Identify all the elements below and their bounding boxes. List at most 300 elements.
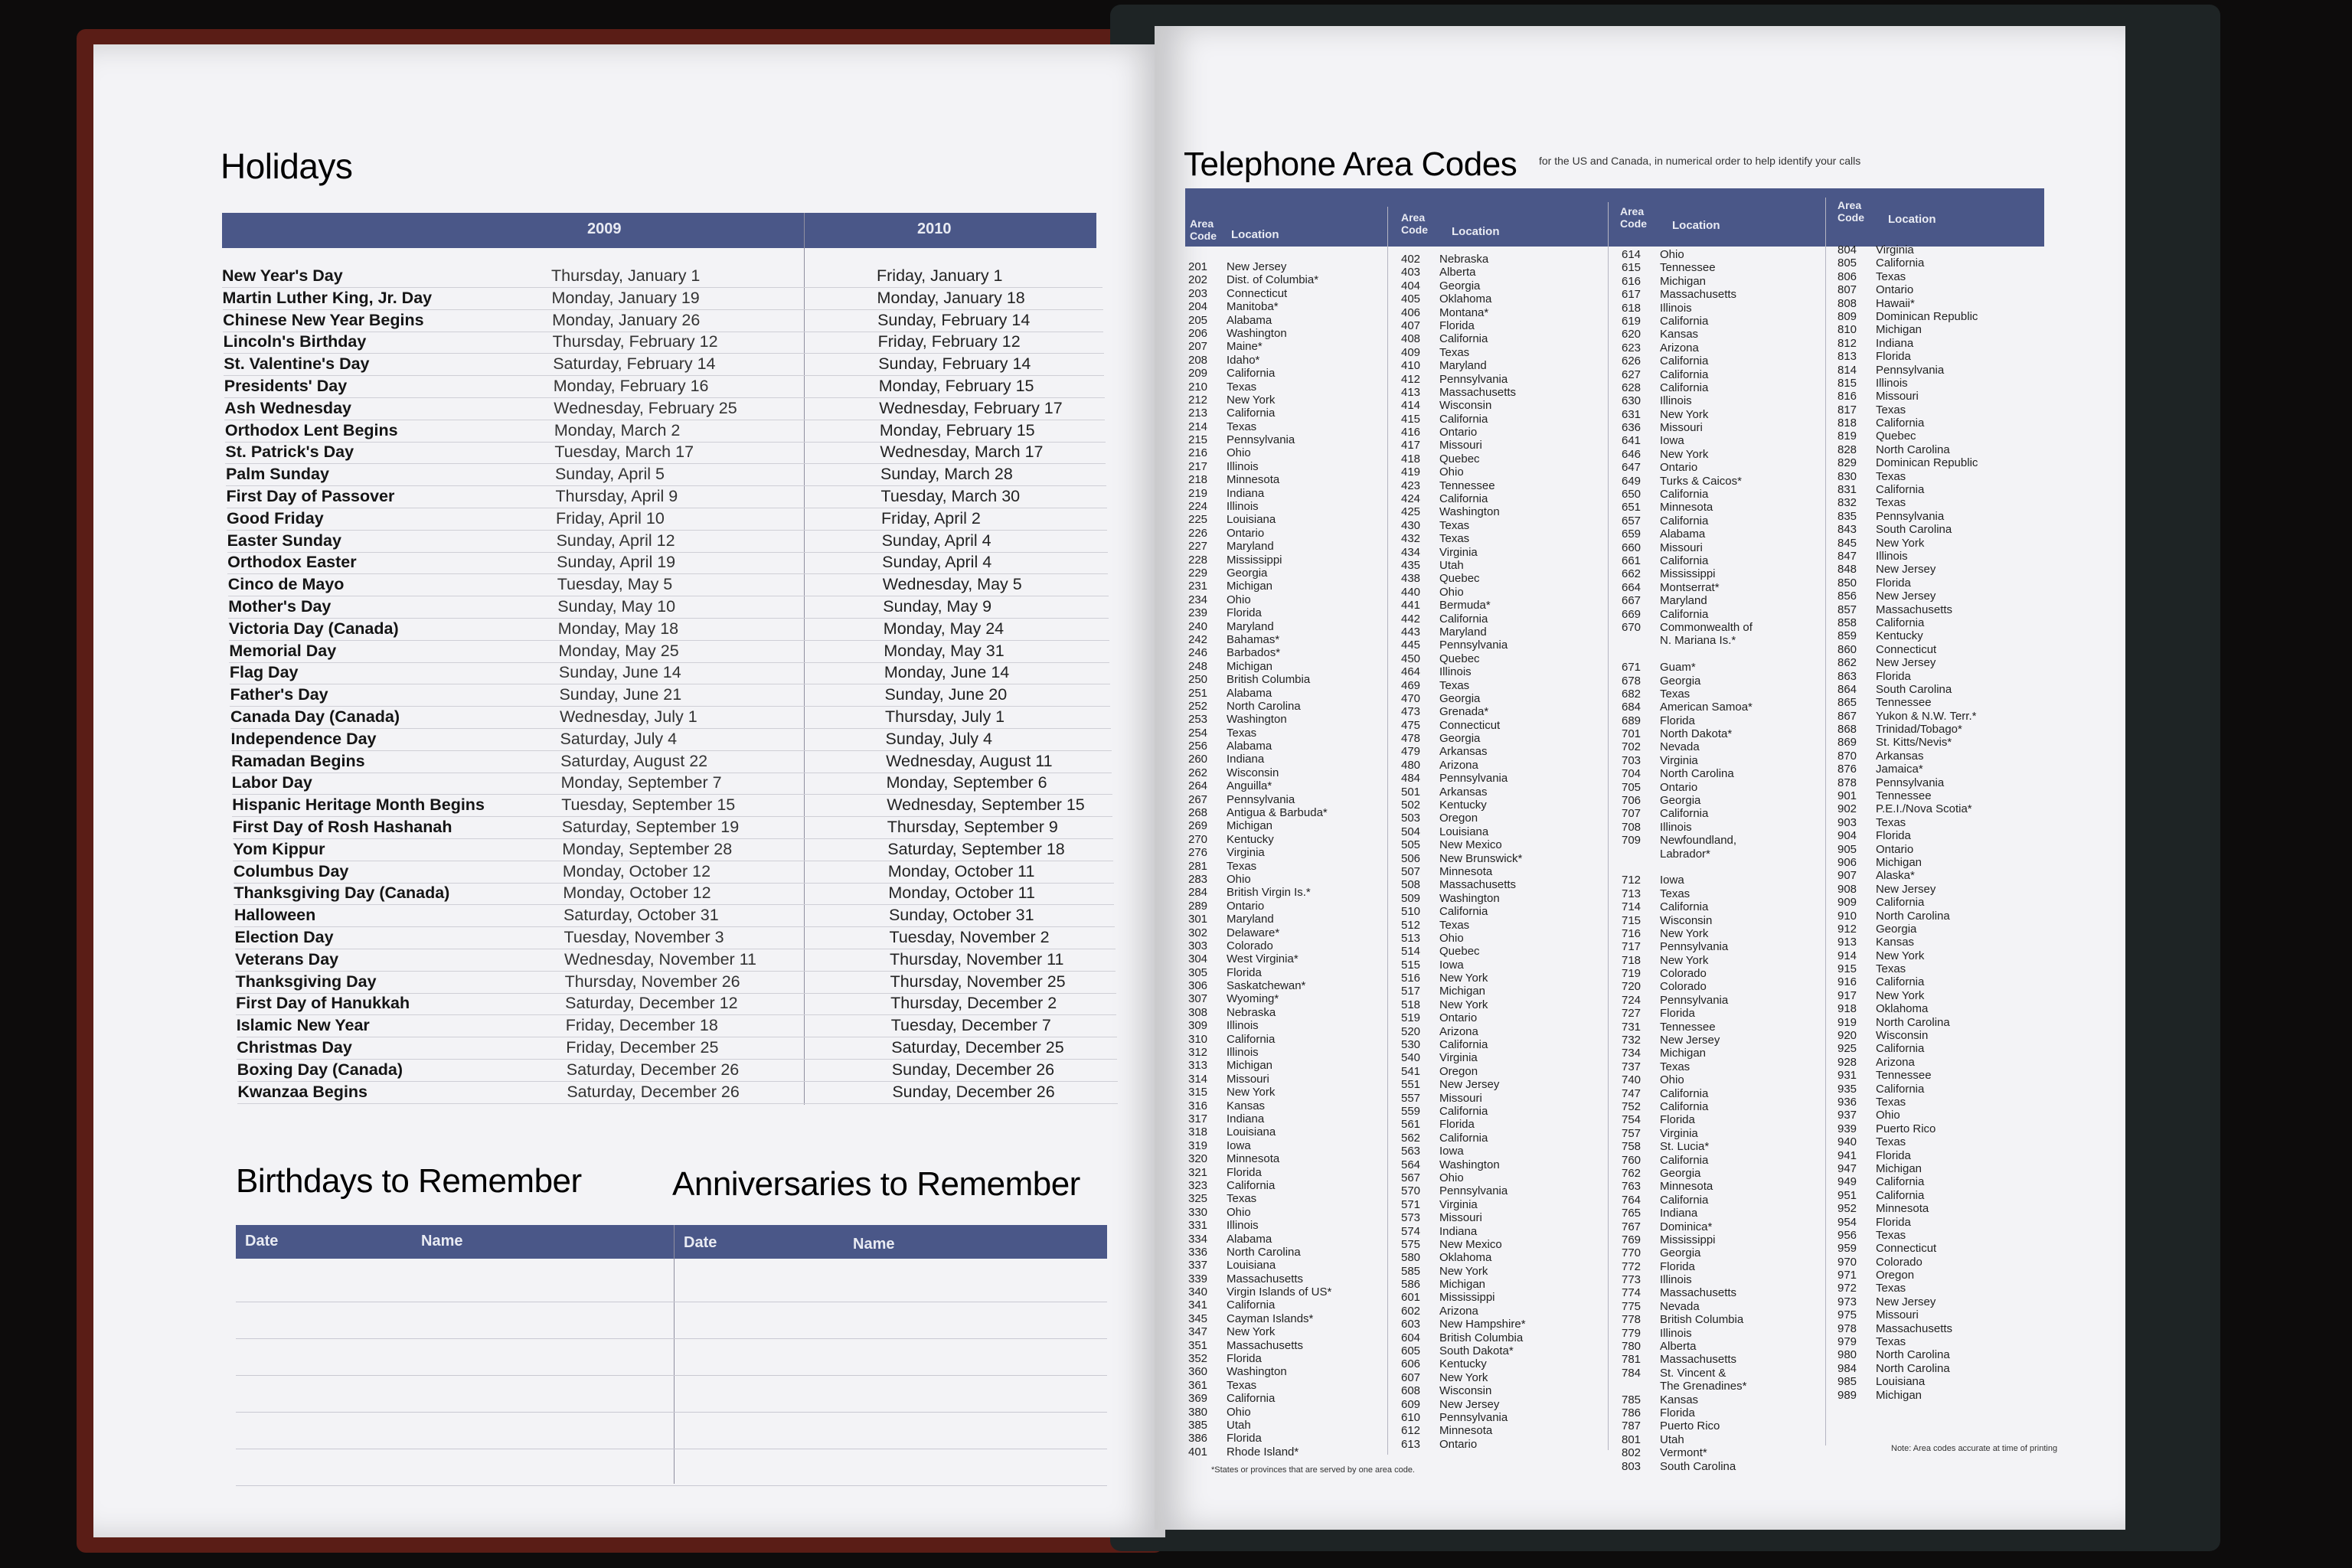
area-code-location: California [1227, 1032, 1276, 1046]
area-code-location: Virginia [1439, 1197, 1478, 1211]
area-code: 773 [1622, 1273, 1642, 1287]
area-code-row [1622, 714, 1753, 727]
area-code: 602 [1401, 1304, 1421, 1318]
area-code-row [1188, 806, 1331, 819]
area-code-location: California [1227, 1178, 1276, 1192]
area-code-location: Pennsylvania [1439, 639, 1508, 652]
area-code: 202 [1188, 273, 1208, 287]
area-code: 650 [1622, 488, 1642, 501]
area-code-location: California [1227, 1298, 1276, 1312]
area-code: 307 [1188, 992, 1208, 1006]
area-code-location: Pennsylvania [1876, 776, 1945, 789]
area-code: 747 [1622, 1086, 1642, 1100]
area-code-row [1188, 793, 1331, 806]
area-code: 413 [1401, 385, 1421, 399]
area-code-row [1401, 692, 1526, 705]
col2-code-header: Area Code [1401, 211, 1428, 236]
area-code-row [1622, 1273, 1753, 1286]
area-code: 403 [1401, 266, 1421, 279]
area-code: 985 [1838, 1375, 1857, 1389]
area-code-row [1188, 407, 1331, 420]
area-code: 979 [1838, 1335, 1857, 1349]
area-code-location: Maryland [1660, 594, 1707, 608]
area-code-row [1188, 1073, 1331, 1086]
area-code-row [1838, 736, 1978, 749]
area-code-row [1188, 1246, 1331, 1259]
area-code-location: Delaware* [1227, 926, 1280, 939]
area-code-location: Colorado [1876, 1255, 1922, 1269]
area-code: 475 [1401, 718, 1421, 732]
area-code-row [1401, 878, 1526, 891]
area-code: 864 [1838, 682, 1857, 696]
area-code: 713 [1622, 887, 1642, 900]
area-code: 659 [1622, 528, 1642, 541]
area-code-row [1188, 673, 1331, 686]
area-code: 229 [1188, 566, 1208, 580]
area-code-row [1838, 1229, 1978, 1242]
col3-code-header: Area Code [1620, 205, 1647, 230]
area-code-location: Maryland [1227, 619, 1274, 633]
holiday-date-2010: Wednesday, May 5 [882, 575, 1022, 594]
holiday-date-2009: Saturday, December 26 [567, 1082, 740, 1101]
area-code-location: Connecticut [1227, 286, 1288, 300]
area-code-location: Illinois [1660, 1273, 1692, 1287]
area-code-location: California [1439, 332, 1488, 346]
area-code-location: Pennsylvania [1439, 1410, 1508, 1424]
area-code-location: New Mexico [1439, 1237, 1502, 1251]
area-code: 785 [1622, 1393, 1642, 1406]
area-code-location: Colorado [1660, 980, 1707, 994]
area-code-location: Connecticut [1876, 642, 1937, 656]
holiday-date-2009: Wednesday, November 11 [564, 949, 757, 969]
holiday-date-2010: Tuesday, November 2 [889, 928, 1050, 946]
area-code-location: Nevada [1660, 740, 1700, 754]
area-code: 567 [1401, 1171, 1421, 1184]
area-code-row [1188, 873, 1331, 886]
area-code-row [1838, 616, 1978, 629]
area-code-row [1838, 962, 1978, 975]
area-code-row [1401, 732, 1526, 745]
area-code-row [1838, 323, 1978, 336]
area-code: 912 [1838, 922, 1857, 936]
area-code: 284 [1188, 886, 1208, 900]
area-code-row [1838, 283, 1978, 296]
area-code-row [1401, 998, 1526, 1011]
area-code-location: North Dakota* [1660, 727, 1733, 741]
area-code: 401 [1188, 1445, 1208, 1459]
area-code-location: California [1439, 492, 1488, 506]
area-code-row [1188, 979, 1331, 992]
remember-divider [674, 1225, 675, 1484]
area-code-location: Illinois [1227, 459, 1259, 473]
area-code: 601 [1401, 1291, 1421, 1305]
area-code-row [1188, 913, 1331, 926]
holiday-row [226, 463, 1106, 486]
holiday-name: Martin Luther King, Jr. Day [222, 288, 433, 307]
area-code-row [1622, 275, 1753, 288]
area-code-location: St. Vincent & [1660, 1366, 1726, 1380]
area-code: 281 [1188, 859, 1208, 873]
area-code-row [1188, 1139, 1331, 1152]
area-code-row [1401, 1371, 1526, 1384]
holiday-row [225, 420, 1106, 443]
area-code: 251 [1188, 686, 1208, 700]
area-code-row [1188, 1432, 1331, 1445]
area-code-row [1838, 723, 1978, 736]
area-code: 904 [1838, 829, 1857, 843]
area-code-row [1838, 1029, 1978, 1042]
area-code-row [1401, 1038, 1526, 1051]
area-code-row [1622, 1380, 1753, 1393]
area-code-location: Wyoming* [1227, 992, 1279, 1006]
area-code: 682 [1622, 687, 1642, 701]
area-code: 445 [1401, 639, 1421, 652]
area-code-row [1622, 781, 1753, 794]
area-code-column [1838, 243, 1978, 1402]
area-code-row [1401, 1184, 1526, 1197]
area-code-row [1401, 905, 1526, 918]
area-code-location: Tennessee [1876, 789, 1932, 803]
area-code-location: Tennessee [1876, 696, 1932, 710]
area-code: 781 [1622, 1353, 1642, 1367]
area-code: 907 [1838, 869, 1857, 883]
area-code-row [1401, 1357, 1526, 1370]
holiday-date-2009: Friday, April 10 [556, 508, 665, 528]
area-code-row [1838, 1109, 1978, 1122]
area-code: 928 [1838, 1055, 1857, 1069]
area-code-location: California [1660, 368, 1709, 381]
holiday-date-2009: Monday, October 12 [562, 861, 711, 880]
area-code: 876 [1838, 763, 1857, 776]
area-code-location: Iowa [1660, 874, 1684, 887]
area-code-row [1622, 861, 1753, 874]
area-code-row [1622, 1233, 1753, 1246]
area-code-location: New York [1876, 988, 1925, 1002]
area-code-row [1401, 519, 1526, 532]
area-code-location: North Carolina [1876, 1361, 1950, 1375]
area-code-location: California [1876, 1188, 1925, 1202]
area-code-location: Minnesota [1227, 473, 1280, 487]
area-code-row [1188, 633, 1331, 646]
area-code-location: Tennessee [1660, 261, 1716, 275]
area-code-location: Arkansas [1439, 745, 1488, 759]
area-code-row [1838, 750, 1978, 763]
area-code-row [1838, 975, 1978, 988]
area-code: 212 [1188, 393, 1208, 407]
area-code-row [1622, 621, 1753, 634]
holiday-date-2009: Thursday, February 12 [552, 332, 718, 351]
area-code-column-divider [1825, 198, 1826, 1446]
area-code: 984 [1838, 1361, 1857, 1375]
area-code-location: Illinois [1660, 820, 1692, 834]
holiday-name: Father's Day [230, 685, 328, 704]
holiday-row [227, 530, 1108, 553]
area-code-location: Commonwealth of [1660, 620, 1753, 634]
area-code-location: Florida [1439, 318, 1475, 332]
area-code-row [1401, 426, 1526, 439]
holiday-row [227, 551, 1108, 574]
area-code: 208 [1188, 353, 1208, 367]
area-code-row [1622, 634, 1753, 647]
area-code-row [1401, 439, 1526, 452]
area-code-location: California [1660, 1153, 1709, 1167]
area-code-row [1401, 972, 1526, 985]
area-code: 939 [1838, 1122, 1857, 1135]
area-code-location: Alabama [1227, 740, 1272, 753]
area-code-location: Michigan [1660, 1047, 1707, 1060]
area-code-row [1188, 487, 1331, 500]
remember-header-bar [236, 1225, 1107, 1259]
area-code: 848 [1838, 563, 1857, 577]
area-code: 218 [1188, 473, 1208, 487]
area-code: 804 [1838, 243, 1857, 256]
area-code: 935 [1838, 1082, 1857, 1096]
col-2009-header: 2009 [587, 220, 622, 237]
area-code-location: Nevada [1660, 1299, 1700, 1313]
area-code-row [1838, 1256, 1978, 1269]
area-code: 762 [1622, 1166, 1642, 1180]
area-code: 217 [1188, 459, 1208, 473]
holiday-name: Lincoln's Birthday [223, 332, 367, 351]
area-code: 765 [1622, 1207, 1642, 1220]
area-code-row [1838, 1389, 1978, 1402]
area-code-row [1838, 1056, 1978, 1069]
area-code-location: Ohio [1227, 446, 1251, 460]
holiday-date-2009: Sunday, April 12 [556, 531, 675, 550]
area-code-row [1838, 563, 1978, 576]
area-code-row [1188, 260, 1331, 273]
area-code-location: Louisiana [1227, 513, 1276, 527]
area-code: 906 [1838, 855, 1857, 869]
area-code-location: Washington [1227, 713, 1287, 727]
holiday-name: Presidents' Day [224, 377, 348, 395]
area-code-row [1838, 656, 1978, 669]
area-code-location: North Carolina [1876, 443, 1950, 456]
area-code: 301 [1188, 913, 1208, 926]
area-code: 649 [1622, 474, 1642, 488]
area-code-location: Maryland [1227, 913, 1274, 926]
area-code: 813 [1838, 350, 1857, 364]
area-code-location: California [1439, 412, 1488, 426]
area-code: 858 [1838, 616, 1857, 629]
area-code-location: Louisiana [1227, 1125, 1276, 1139]
area-code-row [1188, 606, 1331, 619]
holiday-row [236, 971, 1116, 994]
area-code-location: Florida [1227, 1165, 1262, 1179]
area-code-location: Louisiana [1227, 1259, 1276, 1272]
area-code-location: Ontario [1876, 842, 1914, 856]
area-code-location: Ontario [1876, 283, 1914, 297]
holiday-date-2009: Thursday, April 9 [555, 487, 678, 505]
area-code-row [1401, 812, 1526, 825]
area-code: 614 [1622, 248, 1642, 261]
area-code-row [1838, 510, 1978, 523]
area-code-location: Pennsylvania [1660, 993, 1729, 1007]
holiday-name: Cinco de Mayo [227, 575, 345, 594]
col3-location-header: Location [1672, 219, 1720, 232]
area-code-row [1188, 381, 1331, 394]
area-code: 339 [1188, 1272, 1208, 1285]
area-code: 684 [1622, 701, 1642, 714]
area-code-row [1838, 883, 1978, 896]
area-code: 561 [1401, 1118, 1421, 1132]
area-code: 812 [1838, 336, 1857, 350]
area-code-row [1838, 1042, 1978, 1055]
holiday-name: Hispanic Heritage Month Begins [232, 795, 485, 815]
area-code-row [1622, 954, 1753, 967]
area-code-location: New York [1660, 447, 1709, 461]
area-code: 832 [1838, 496, 1857, 510]
area-code-row [1188, 1099, 1331, 1112]
area-code-row [1401, 599, 1526, 612]
area-code-row [1401, 266, 1526, 279]
area-code-location: Montana* [1439, 305, 1489, 319]
area-code: 705 [1622, 780, 1642, 794]
area-code-location: Michigan [1227, 580, 1273, 593]
area-code-location: Texas [1876, 962, 1906, 976]
area-code-location: Virginia [1876, 243, 1914, 256]
area-code: 917 [1838, 988, 1857, 1002]
area-code: 737 [1622, 1060, 1642, 1073]
area-code-row [1401, 1025, 1526, 1038]
area-code-location: Virgin Islands of US* [1227, 1285, 1332, 1299]
area-code: 305 [1188, 965, 1208, 979]
area-code: 617 [1622, 288, 1642, 302]
area-codes-header-bar [1185, 188, 2044, 247]
area-code: 760 [1622, 1153, 1642, 1167]
area-code: 407 [1401, 318, 1421, 332]
area-code: 631 [1622, 407, 1642, 421]
area-code-location: Illinois [1439, 665, 1472, 679]
holiday-date-2009: Saturday, December 26 [566, 1060, 740, 1079]
area-code-row [1622, 1047, 1753, 1060]
area-code: 819 [1838, 430, 1857, 443]
area-code-row [1622, 807, 1753, 820]
area-code-row [1838, 1069, 1978, 1082]
area-code: 603 [1401, 1318, 1421, 1331]
area-code: 417 [1401, 439, 1421, 452]
area-code-row [1622, 1127, 1753, 1140]
area-code: 843 [1838, 523, 1857, 537]
holiday-name: Veterans Day [235, 949, 339, 969]
area-code-location: Georgia [1227, 566, 1268, 580]
area-code-row [1401, 985, 1526, 998]
holiday-date-2009: Sunday, April 19 [557, 553, 676, 572]
area-code-row [1188, 287, 1331, 300]
area-code-row [1188, 926, 1331, 939]
area-code: 254 [1188, 726, 1208, 740]
area-code: 970 [1838, 1255, 1857, 1269]
area-code-row [1622, 1460, 1753, 1473]
area-code: 972 [1838, 1282, 1857, 1295]
area-code: 228 [1188, 553, 1208, 567]
area-code-row [1838, 1175, 1978, 1188]
area-code: 810 [1838, 323, 1857, 337]
area-code-row [1622, 794, 1753, 807]
area-code-row [1188, 1233, 1331, 1246]
area-code-row [1401, 586, 1526, 599]
area-code: 971 [1838, 1269, 1857, 1282]
area-code: 505 [1401, 838, 1421, 852]
area-code-location: Michigan [1439, 985, 1486, 998]
area-code: 415 [1401, 412, 1421, 426]
area-code: 808 [1838, 296, 1857, 310]
area-code-row [1622, 248, 1753, 261]
area-code-location: Mississippi [1660, 1233, 1716, 1246]
area-code: 414 [1401, 399, 1421, 413]
area-code-row [1401, 665, 1526, 678]
area-code: 586 [1401, 1278, 1421, 1292]
area-code-row [1622, 541, 1753, 554]
area-code-location: Colorado [1227, 939, 1273, 952]
area-code: 669 [1622, 607, 1642, 621]
area-code-row [1401, 1278, 1526, 1291]
area-code-row [1622, 328, 1753, 341]
area-code-row [1622, 1154, 1753, 1167]
holiday-date-2010: Monday, October 11 [887, 861, 1035, 880]
area-code-row [1401, 479, 1526, 492]
area-code-location: Oregon [1439, 1064, 1478, 1078]
area-code: 385 [1188, 1418, 1208, 1432]
area-code-row [1401, 1145, 1526, 1158]
birthday-name-header: Name [421, 1233, 463, 1250]
area-code-row [1188, 1033, 1331, 1046]
area-code: 369 [1188, 1392, 1208, 1406]
area-code: 657 [1622, 514, 1642, 528]
area-code-row [1401, 505, 1526, 518]
area-code-location: Texas [1227, 1192, 1257, 1206]
area-code-row [1401, 1158, 1526, 1171]
area-code-location: California [1439, 1105, 1488, 1118]
area-code-location: Oklahoma [1876, 1002, 1929, 1016]
area-code-location: Maryland [1439, 625, 1487, 639]
area-code-row [1188, 593, 1331, 606]
area-code-row [1188, 1419, 1331, 1432]
area-code: 253 [1188, 713, 1208, 727]
area-code: 878 [1838, 776, 1857, 789]
area-code-row [1622, 887, 1753, 900]
area-code-location: Virginia [1660, 1126, 1698, 1140]
area-code-location: Grenada* [1439, 705, 1489, 719]
holiday-name: Labor Day [231, 773, 312, 792]
area-code: 627 [1622, 368, 1642, 381]
area-code-row [1401, 399, 1526, 412]
area-code: 264 [1188, 779, 1208, 793]
area-code-location: Virginia [1439, 545, 1478, 559]
area-code-row [1188, 966, 1331, 979]
area-code: 615 [1622, 261, 1642, 275]
area-code: 312 [1188, 1046, 1208, 1060]
area-code-location: Georgia [1660, 674, 1701, 688]
area-code-location: California [1660, 807, 1709, 821]
area-code-row [1622, 1113, 1753, 1126]
holiday-date-2010: Wednesday, March 17 [880, 443, 1044, 462]
area-code-location: Pennsylvania [1439, 772, 1508, 786]
area-code-location: Massachusetts [1876, 1321, 1953, 1335]
area-code: 227 [1188, 540, 1208, 554]
holiday-row [236, 992, 1116, 1015]
area-code-location: Georgia [1439, 279, 1481, 292]
area-code-row [1401, 1118, 1526, 1131]
area-code: 703 [1622, 753, 1642, 767]
area-code-row [1188, 300, 1331, 313]
area-code-location: New York [1439, 1264, 1488, 1278]
area-code-location: Dist. of Columbia* [1227, 273, 1319, 287]
area-code-location: California [1660, 488, 1709, 501]
area-code: 815 [1838, 376, 1857, 390]
area-code-row [1622, 940, 1753, 953]
area-code-location: New Mexico [1439, 838, 1502, 852]
